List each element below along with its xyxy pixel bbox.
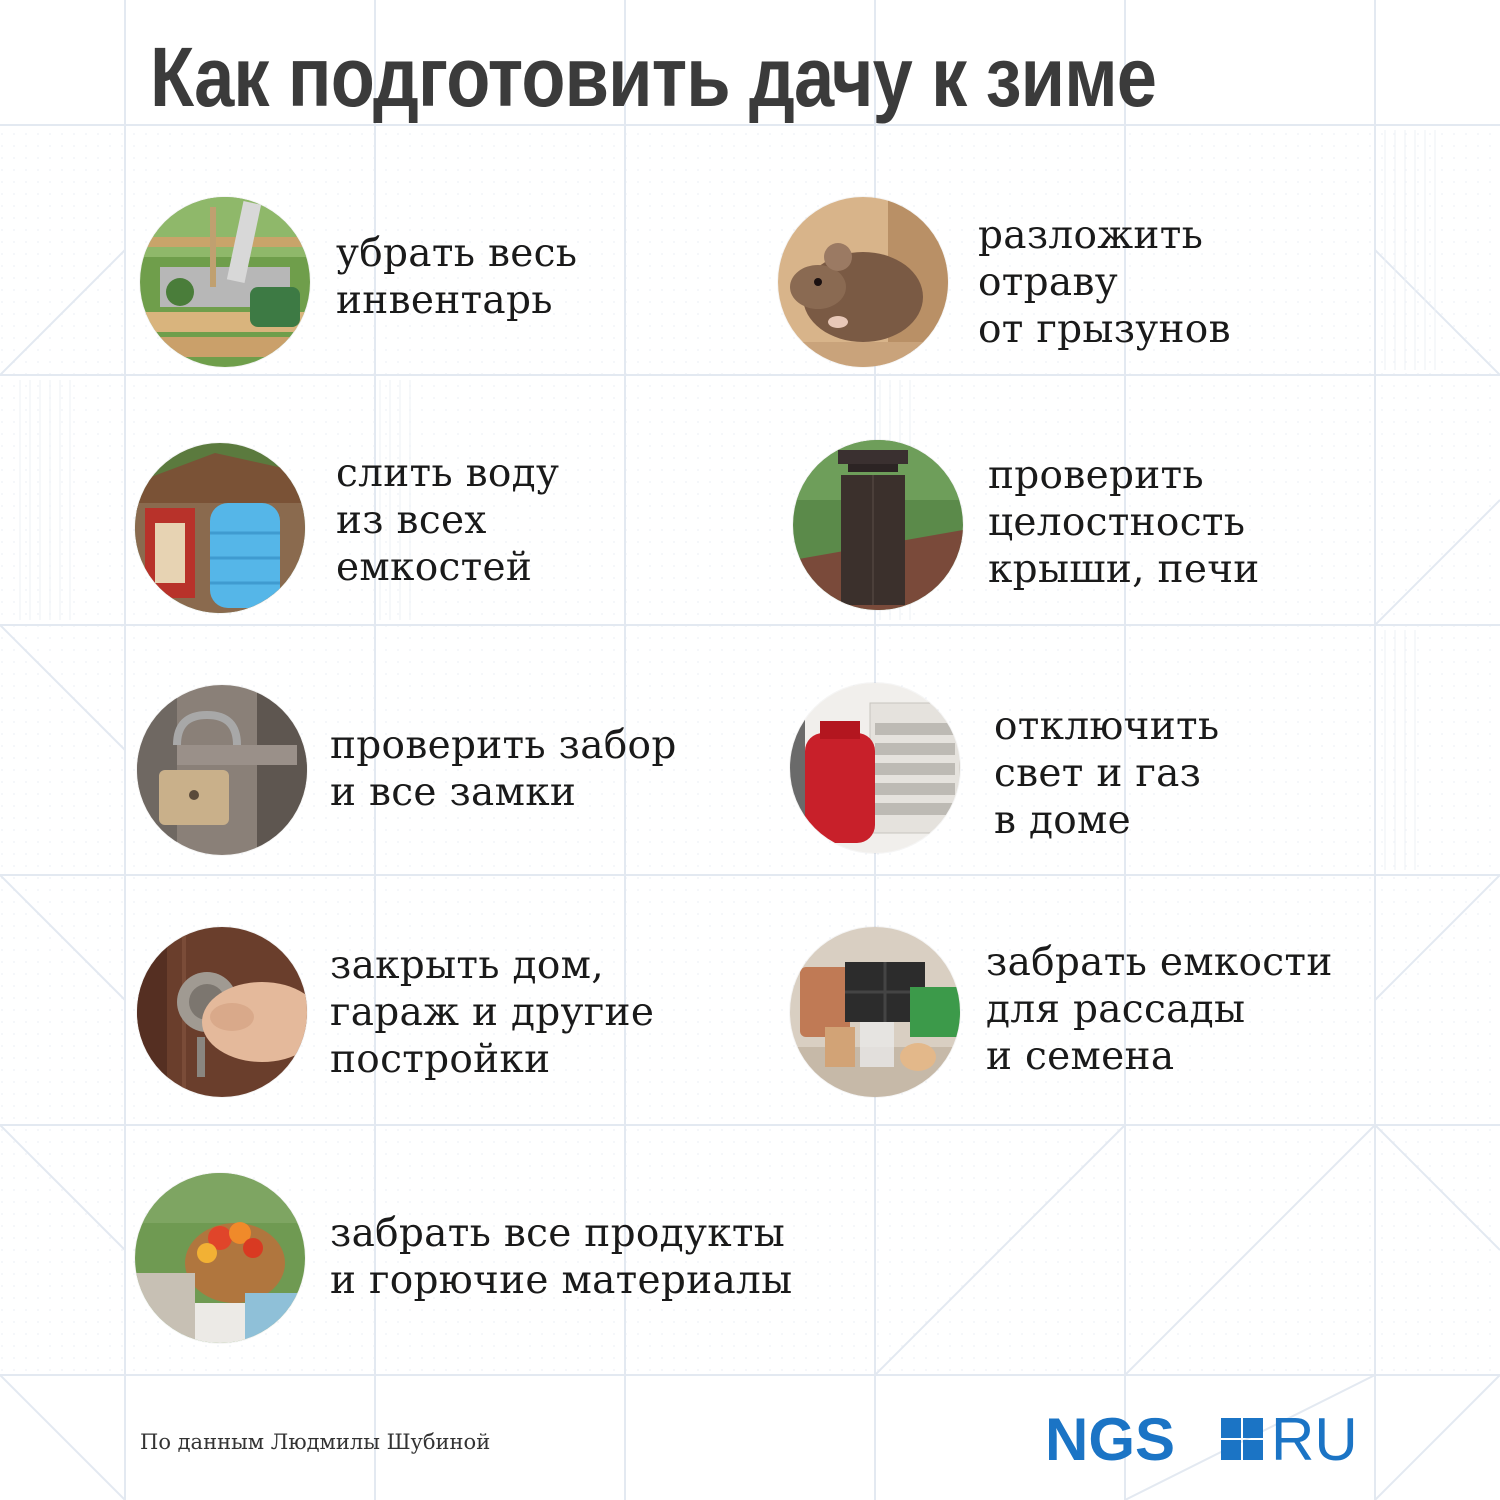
source-note: По данным Людмилы Шубиной: [140, 1430, 491, 1454]
garden-tools-photo: [140, 197, 310, 367]
page-title: Как подготовить дачу к зиме: [150, 30, 1157, 124]
key-lock-photo: [137, 927, 307, 1097]
vegetable-basket-photo: [135, 1173, 305, 1343]
ngs-ru-logo: [1045, 1408, 1365, 1472]
svg-text:NGS: NGS: [1045, 1408, 1176, 1472]
chimney-photo: [793, 440, 963, 610]
rat-photo: [778, 197, 948, 367]
padlock-photo: [137, 685, 307, 855]
seedling-pots-photo: [790, 927, 960, 1097]
svg-text:RU: RU: [1271, 1408, 1358, 1472]
gas-cylinder-photo: [790, 683, 960, 853]
water-tank-photo: [135, 443, 305, 613]
